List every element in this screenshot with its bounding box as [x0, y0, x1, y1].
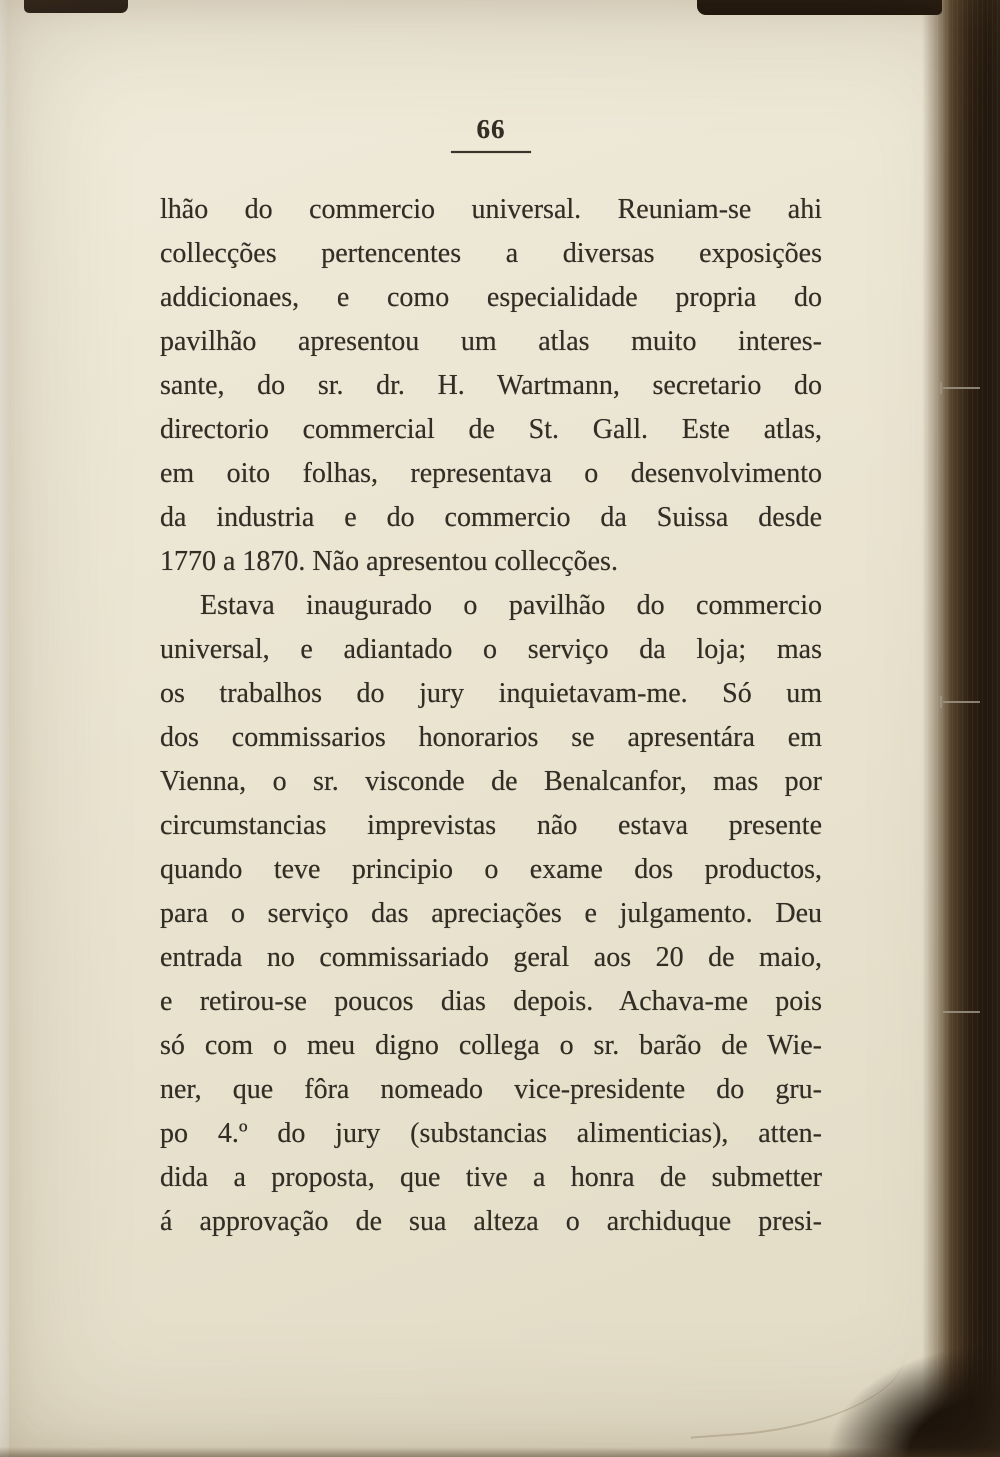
- text-line: Estava inaugurado o pavilhão do commercio: [200, 590, 822, 621]
- pencil-mark-dash: [943, 701, 980, 703]
- top-left-dark-strip: [24, 0, 128, 13]
- bottom-edge-shadow: [0, 1447, 1000, 1457]
- text-line: po 4.º do jury (substancias alimenticias), atten-: [160, 1118, 822, 1149]
- text-line: só com o meu digno collega o sr. barão de Wie-: [160, 1030, 822, 1061]
- text-line: dos commissarios honorarios se apresentára em: [160, 722, 822, 753]
- text-block: [160, 188, 822, 1244]
- text-line: sante, do sr. dr. H. Wartmann, secretario do: [160, 370, 822, 401]
- text-line: addicionaes, e como especialidade propria do: [160, 282, 822, 313]
- page-number: 66: [476, 114, 506, 144]
- text-line: em oito folhas, representava o desenvolvimento: [160, 458, 822, 489]
- pencil-mark-dash: [943, 387, 980, 389]
- text-line: e retirou-se poucos dias depois. Achava-me pois: [160, 986, 822, 1017]
- text-line: dida a proposta, que tive a honra de submetter: [160, 1162, 822, 1193]
- text-line: para o serviço das apreciações e julgamento. Deu: [160, 898, 822, 929]
- text-line: universal, e adiantado o serviço da loja; mas: [160, 634, 822, 665]
- text-line: collecções pertencentes a diversas exposições: [160, 238, 822, 269]
- text-line: os trabalhos do jury inquietavam-me. Só um: [160, 678, 822, 709]
- text-line: circumstancias imprevistas não estava presente: [160, 810, 822, 841]
- pencil-mark-icon: [934, 382, 982, 394]
- paragraph: [160, 584, 822, 1244]
- pencil-mark-tick: [940, 382, 942, 394]
- pencil-mark-dash: [943, 1011, 980, 1013]
- book-spine-edge: [922, 0, 1000, 1457]
- pencil-mark-tick: [940, 696, 942, 708]
- scanner-left-edge: [0, 0, 9, 1457]
- pencil-mark-icon: [934, 696, 982, 708]
- text-line: entrada no commissariado geral aos 20 de maio,: [160, 942, 822, 973]
- pencil-mark-icon: [934, 1006, 982, 1018]
- text-line: ner, que fôra nomeado vice-presidente do gru-: [160, 1074, 822, 1105]
- text-line: Vienna, o sr. visconde de Benalcanfor, mas por: [160, 766, 822, 797]
- top-right-dark-strip: [697, 0, 942, 15]
- text-line: lhão do commercio universal. Reuniam-se ahi: [160, 194, 822, 225]
- text-line: pavilhão apresentou um atlas muito interes-: [160, 326, 822, 357]
- text-line: quando teve principio o exame dos productos,: [160, 854, 822, 885]
- text-line: da industria e do commercio da Suissa desde: [160, 502, 822, 533]
- text-line: 1770 a 1870. Não apresentou collecções.: [160, 546, 618, 577]
- text-line: directorio commercial de St. Gall. Este atlas,: [160, 414, 822, 445]
- paragraph: [160, 188, 822, 584]
- page-number-rule: [451, 151, 531, 153]
- page-header: [160, 114, 822, 153]
- text-line: á approvação de sua alteza o archiduque presi-: [160, 1206, 822, 1237]
